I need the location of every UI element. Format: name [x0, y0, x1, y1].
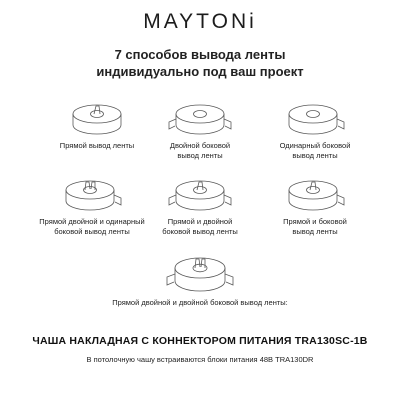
heading-line-1: 7 способов вывода ленты [114, 47, 286, 62]
heading-line-2: индивидуально под ваш проект [96, 64, 304, 79]
product-subtitle: В потолочную чашу встраиваются блоки питания 48В TRA130DR [86, 355, 314, 364]
brand-logo: MAYTONi [143, 10, 257, 33]
variant-caption: Прямой и боковой вывод ленты [283, 217, 347, 236]
page-heading [0, 46, 400, 80]
variant-direct-double-double-side [60, 248, 340, 308]
variant-caption: Двойной боковой вывод ленты [169, 141, 231, 160]
variant-caption: Прямой двойной и одинарный боковой вывод ленты [39, 217, 145, 236]
variant-double-side [140, 96, 260, 160]
cup-direct-double-side-icon [165, 172, 235, 216]
variant-direct-double-single-side [32, 172, 152, 236]
variant-direct [37, 96, 157, 151]
cup-double-side-icon [165, 96, 235, 140]
cup-direct-icon [67, 96, 127, 140]
variant-caption: Одинарный боковой вывод ленты [279, 141, 351, 160]
cup-direct-side-icon [283, 172, 347, 216]
variant-single-side [255, 96, 375, 160]
variant-caption: Прямой и двойной боковой вывод ленты [162, 217, 238, 236]
variant-caption: Прямой двойной и двойной боковой вывод ленты: [112, 298, 288, 307]
variant-direct-double-side [140, 172, 260, 236]
cup-direct-double-single-side-icon [60, 172, 124, 216]
product-title: ЧАША НАКЛАДНАЯ С КОННЕКТОРОМ ПИТАНИЯ TRA130SC-1B [32, 335, 368, 347]
cup-direct-double-double-side-icon [162, 248, 238, 298]
variant-direct-side [255, 172, 375, 236]
cup-single-side-icon [283, 96, 347, 140]
variant-caption: Прямой вывод ленты [59, 141, 135, 150]
